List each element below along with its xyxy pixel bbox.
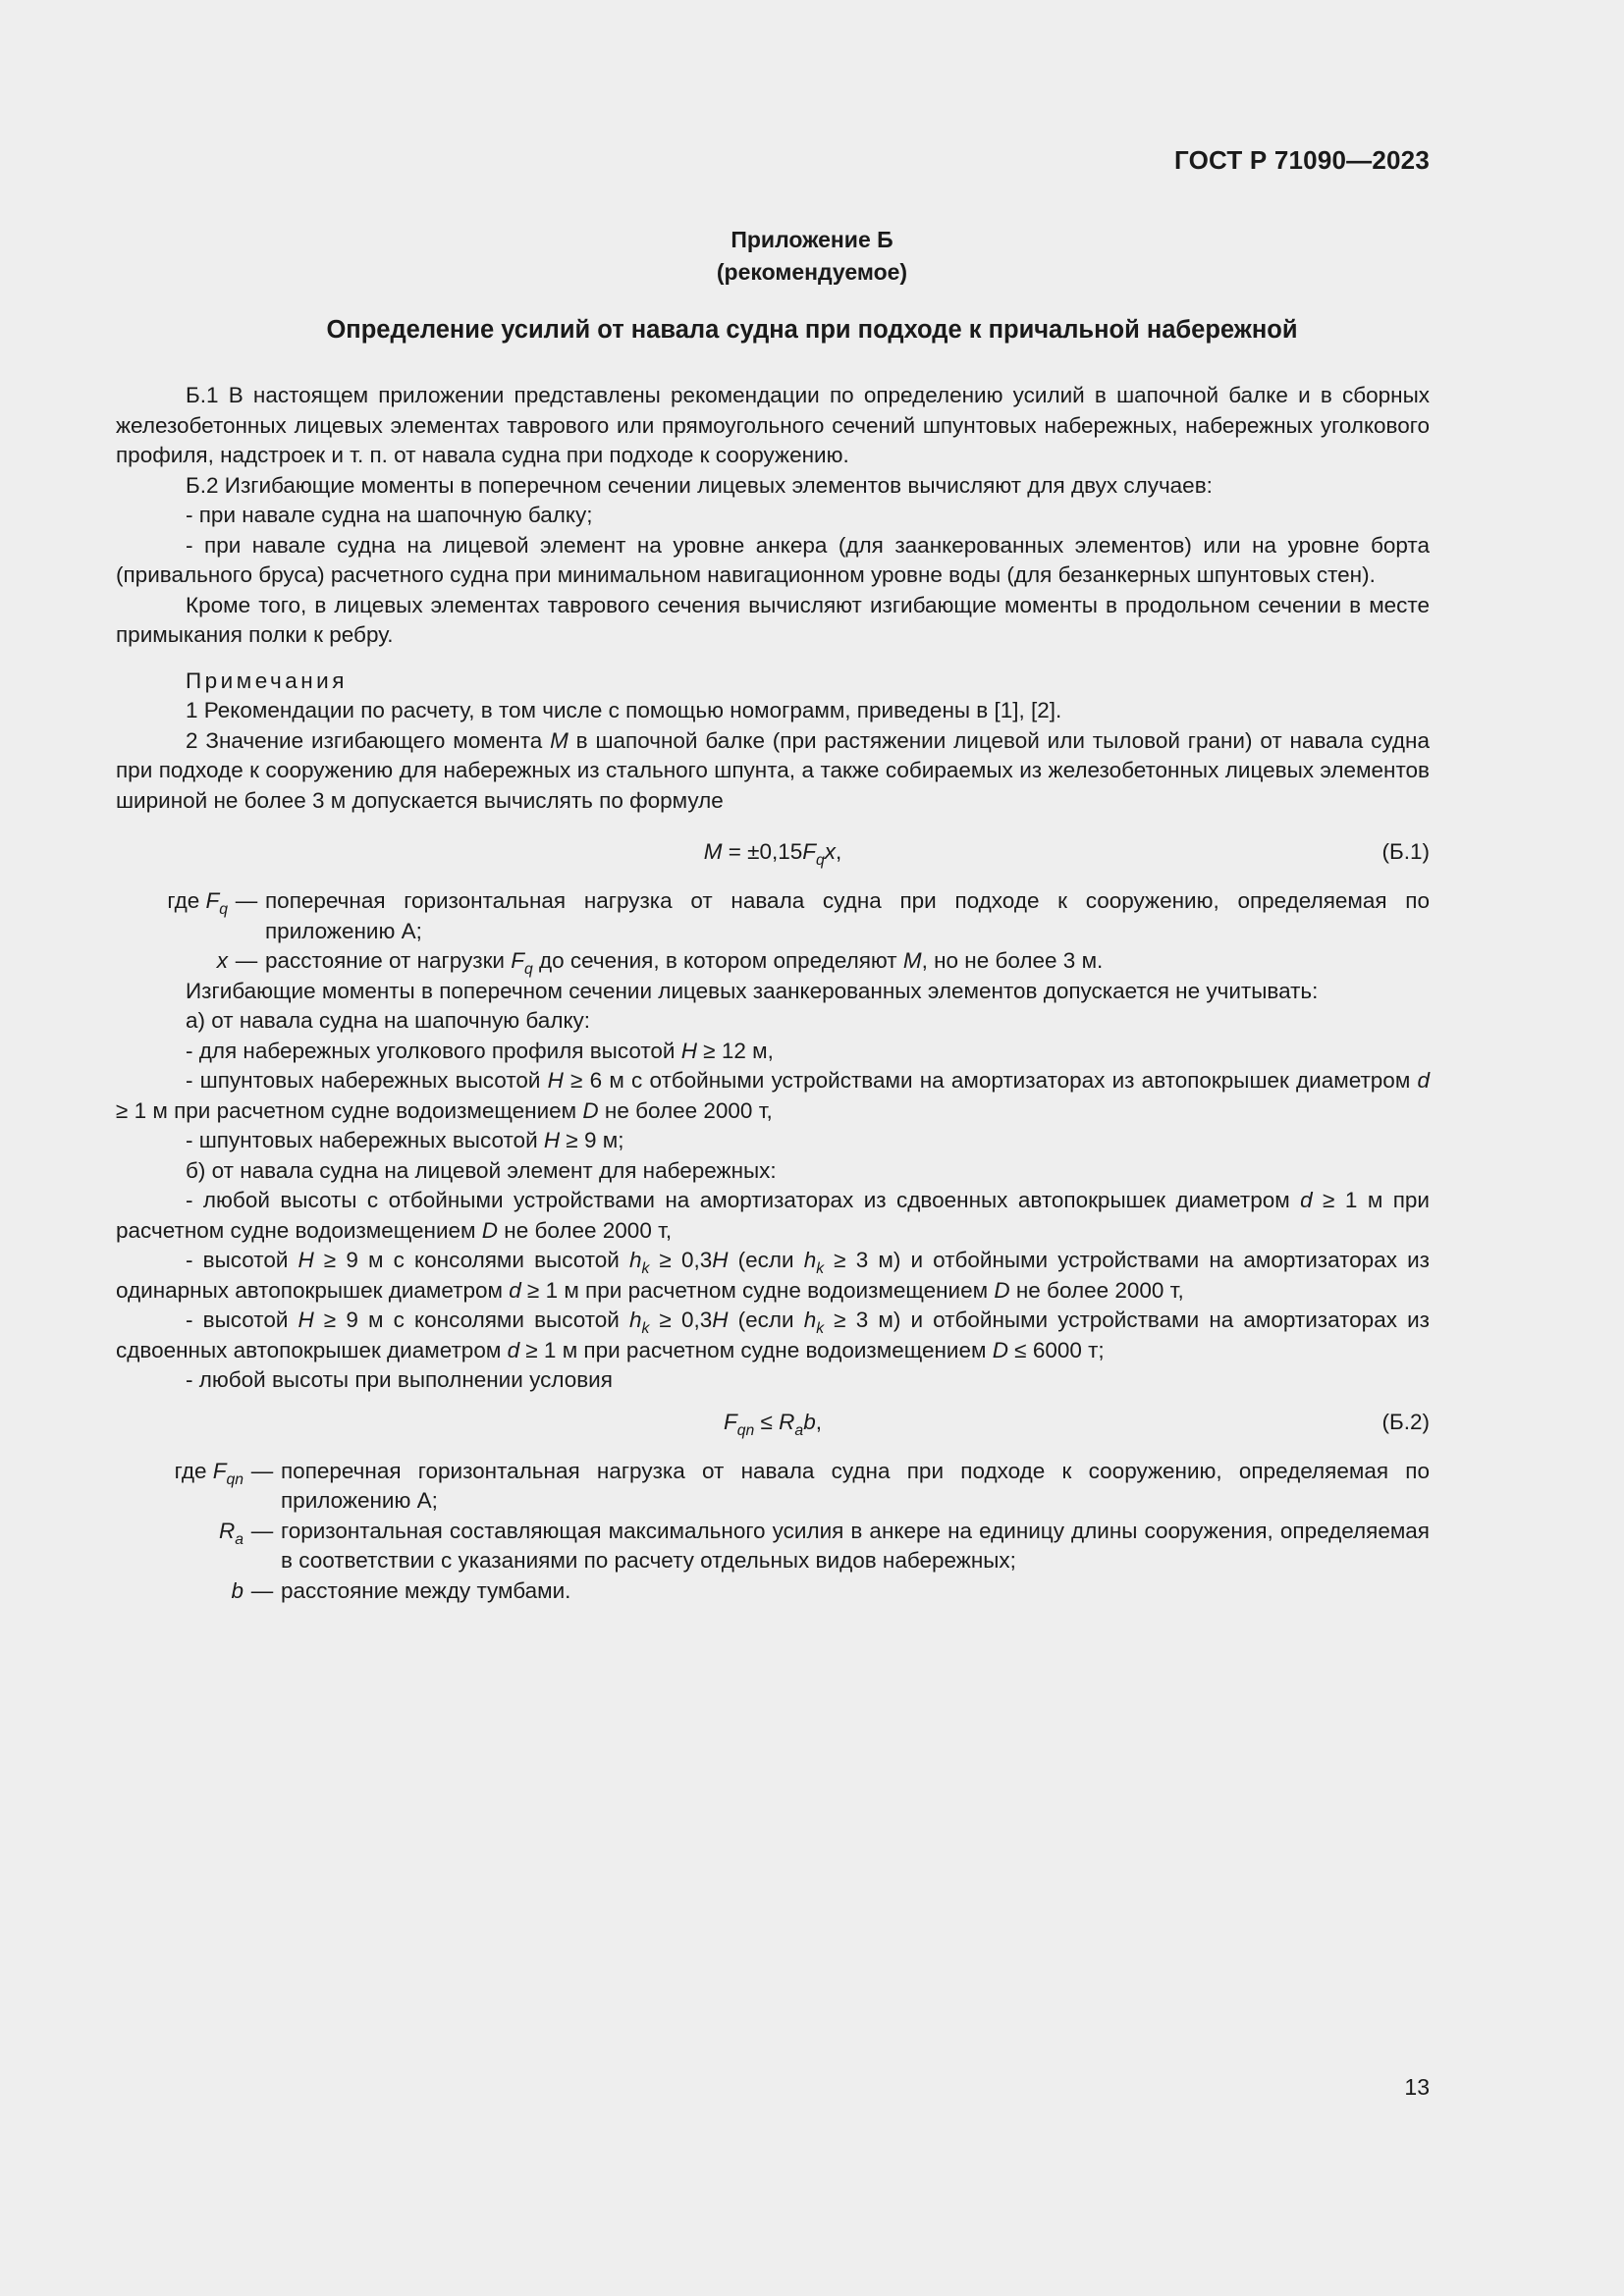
note-2: 2 Значение изгибающего момента M в шапочной балке (при растяжении лицевой или тыловой грани) от навала судна при подходе к сооружению для набережных из стального шпунта, а также собираемых из железобетонных лицевых элементов шириной не более 3 м допускается вычислять по формуле [116, 727, 1430, 813]
case-item: - при навале судна на шапочную балку; [186, 503, 593, 527]
note-1: 1 Рекомендации по расчету, в том числе с помощью номограмм, приведены в [1], [2]. [186, 698, 1062, 722]
formula-b1 [116, 837, 1430, 871]
list-subitem: - любой высоты с отбойными устройствами на амортизаторах из сдвоенных автопокрышек диаметром d ≥ 1 м при расчетном судне водоизмещением D не более 2000 т, [116, 1188, 1430, 1243]
formula-expression: $F_{qn} \le R_ab$, [724, 1409, 822, 1439]
formula-expression: $M = \pm 0,15F_qx$, [703, 839, 842, 869]
list-subitem: - высотой H ≥ 9 м с консолями высотой $h_k \ge 0,3H$ (если $h_k \ge 3$ м) и отбойными устройствами на амортизаторах из одинарных автопокрышек диаметром d ≥ 1 м при расчетном судне водоизмещением D не более 2000 т, [116, 1248, 1430, 1303]
where-item-b: b — расстояние между тумбами. [231, 1577, 571, 1603]
formula-number: (Б.2) [1381, 1409, 1430, 1434]
list-subitem: - высотой H ≥ 9 м с консолями высотой $h_k \ge 0,3H$ (если $h_k \ge 3$ м) и отбойными устройствами на амортизаторах из сдвоенных автопокрышек диаметром d ≥ 1 м при расчетном судне водоизмещением D ≤ 6000 т; [116, 1308, 1430, 1362]
appendix-status: (рекомендуемое) [716, 259, 908, 285]
document-id: ГОСТ Р 71090—2023 [1174, 145, 1430, 175]
document-body [116, 381, 1430, 1606]
list-subitem: - для набережных уголкового профиля высотой H ≥ 12 м, [186, 1038, 774, 1063]
list-intro: Изгибающие моменты в поперечном сечении лицевых заанкерованных элементов допускается не учитывать: [186, 978, 1319, 1003]
case-item: - при навале судна на лицевой элемент на уровне анкера (для заанкерованных элементов) или на уровне борта (привального бруса) расчетного судна при минимальном навигационном уровне воды (для безанкерных шпунтовых стен). [116, 532, 1430, 587]
section-title: Определение усилий от навала судна при подходе к причальной набережной [326, 316, 1298, 344]
where-item-x: x — расстояние от нагрузки $F_q$ до сечения, в котором определяют M, но не более 3 м. [216, 948, 1104, 978]
formula-number: (Б.1) [1381, 839, 1430, 864]
list-item-b: б) от навала судна на лицевой элемент для набережных: [186, 1157, 777, 1183]
list-subitem: - шпунтовых набережных высотой H ≥ 6 м с отбойными устройствами на амортизаторах из автопокрышек диаметром d ≥ 1 м при расчетном судне водоизмещением D не более 2000 т, [116, 1068, 1430, 1123]
notes-heading: Примечания [186, 667, 348, 693]
list-item-a: а) от навала судна на шапочную балку: [186, 1008, 591, 1033]
paragraph-also: Кроме того, в лицевых элементах таврового сечения вычисляют изгибающие моменты в продольном сечении в месте примыкания полки к ребру. [116, 592, 1430, 647]
formula-b2 [116, 1408, 1430, 1441]
paragraph-b1: Б.1 В настоящем приложении представлены рекомендации по определению усилий в шапочной балке и в сборных железобетонных лицевых элементах таврового или прямоугольного сечений шпунтовых набережных, набережных уголкового профиля, надстроек и т. п. от навала судна при подходе к сооружению. [116, 383, 1430, 467]
where-item-ra: $R_a$ — горизонтальная составляющая максимального усилия в анкере на единицу длины сооружения, определяемая в соответствии с указаниями по расчету отдельных видов набережных; [218, 1518, 1430, 1573]
page-number: 13 [1404, 2074, 1430, 2100]
list-subitem: - любой высоты при выполнении условия [186, 1367, 613, 1392]
appendix-label: Приложение Б [731, 227, 893, 252]
appendix-heading [0, 224, 1624, 289]
where-item-fq: где $F_q$ — поперечная горизонтальная нагрузка от навала судна при подходе к сооружению, определяемая по приложению А; [167, 888, 1430, 943]
paragraph-b2: Б.2 Изгибающие моменты в поперечном сечении лицевых элементов вычисляют для двух случаев: [186, 472, 1213, 498]
where-item-fqn: где $F_{qn}$ — поперечная горизонтальная нагрузка от навала судна при подходе к сооружению, определяемая по приложению А; [174, 1458, 1430, 1513]
list-subitem: - шпунтовых набережных высотой H ≥ 9 м; [186, 1128, 624, 1152]
